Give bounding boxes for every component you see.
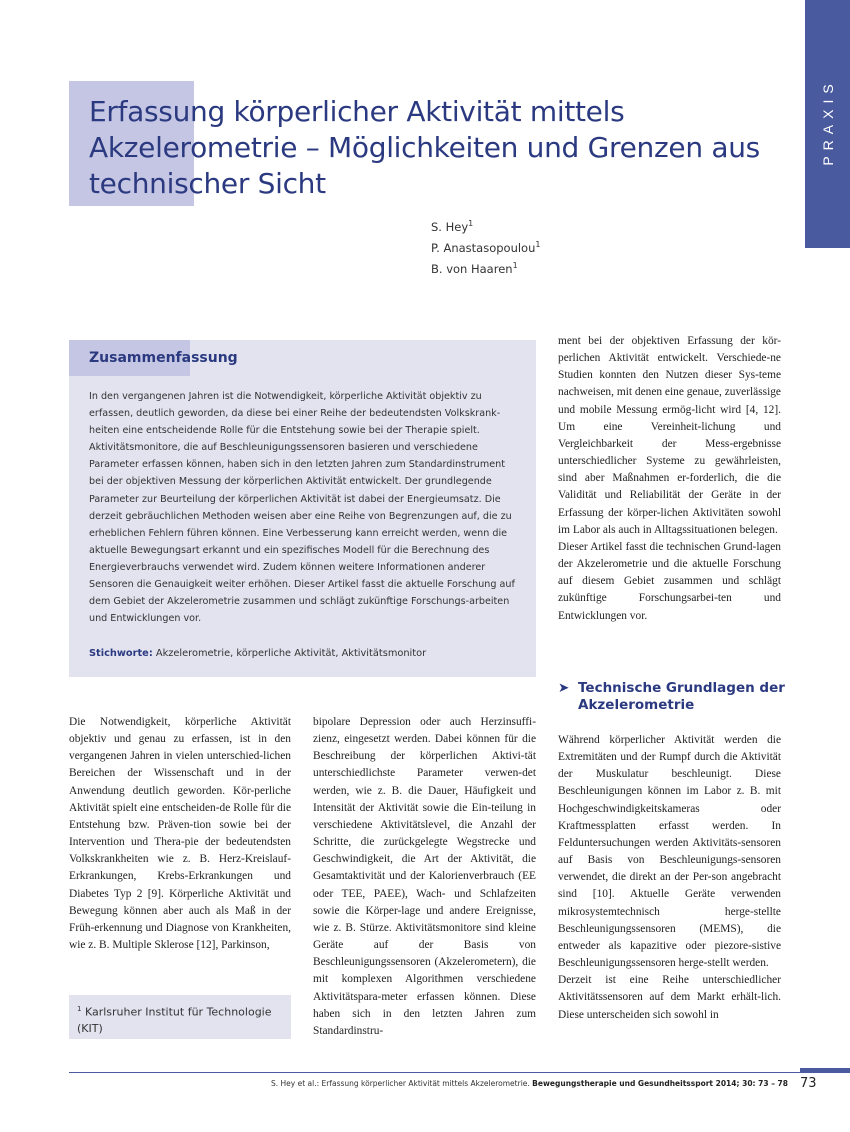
author-3: B. von Haaren$^1$ <box>431 260 518 276</box>
body-paragraph: bipolare Depression oder auch Herzinsuffi-zienz, eingesetzt werden. Dabei können für die Beschreibung der körperlichen Aktivi-tät unterschiedlichste Parameter verwen-det werden, wie z. B. die Dauer, Häufigkeit und Intensität der Aktivität sowie die Ein-teilung in verschiedene Aktivitätslevel, die Anzahl der Schritte, die zurückgelegte Wegstrecke und Geschwindigkeit, die Art der Aktivität, die Gesamtaktivität und der Kalorienverbrauch (EE oder TEE, PAEE), Wach- und Schlafzeiten sowie die Körper-lage und andere Ereignisse, wie z. B. Stürze. Aktivitätsmonitore sind kleine Geräte auf der Basis von Beschleunigungssensoren (Akzelerometern), die mit komplexen Algorithmen verschiedene Aktivitätspara-meter erfassen können. Diese haben sich in den letzten Jahren zum Standardinstru- <box>313 716 536 1037</box>
section-heading-text: Technische Grundlagen der Akzelerometrie <box>578 680 785 713</box>
body-column-left <box>69 714 291 954</box>
body-column-right-bottom <box>558 732 781 1024</box>
body-paragraph: Die Notwendigkeit, körperliche Aktivität objektiv und genau zu erfassen, ist in den vergangenen Jahren in vielen unterschied-lichen Bereichen der Wissenschaft und in der Anwendung deutlich geworden. Kör-perliche Aktivität spielt eine entscheiden-de Rolle für die Entstehung bzw. Präven-tion sowie bei der Intervention und Thera-pie der bedeutendsten Volkskrankheiten wie z. B. Herz-Kreislauf-Erkrankungen, Krebs-Erkrankungen und Diabetes Typ 2 [9]. Körperliche Aktivität und Bewegung können aber auch als Maß in der Früh-erkennung und Diagnose von Krankheiten, wie z. B. Multiple Sklerose [12], Parkinson, <box>69 716 291 952</box>
abstract-text: In den vergangenen Jahren ist die Notwendigkeit, körperliche Aktivität objektiv zu erfassen, deutlich geworden, da diese bei einer Reihe der bedeutendsten Volkskrank-heiten eine entscheidende Rolle für die Entstehung sowie bei der Therapie spielt. Aktivitätsmonitore, die auf Beschleunigungssensoren basieren und verschiedene Parameter erfassen können, haben sich in den letzten Jahren zum Standardinstrument bei der objektiven Messung der körperlichen Aktivität entwickelt. Der grundlegende Parameter zur Beurteilung der körperlichen Aktivität ist dabei der Energieumsatz. Die derzeit gebräuchlichen Methoden weisen aber eine Reihe von Begrenzungen auf, die zu erheblichen Fehlern führen können. Eine Verbesserung kann erreicht werden, wenn die aktuelle Bewegungsart erkannt und ein spezifisches Modell für die Berechnung des Energieverbrauchs verwendet wird. Zudem können weitere Informationen anderer Sensoren die Genauigkeit weiter erhöhen. Dieser Artikel fasst die aktuelle Forschung auf dem Gebiet der Akzelerometrie zusammen und schlägt zukünftige Forschungs-arbeiten und Entwicklungen vor. <box>89 391 515 625</box>
body-column-right-top <box>558 333 781 625</box>
article-title: Erfassung körperlicher Aktivität mittels Akzelerometrie – Möglichkeiten und Grenzen aus technischer Sicht <box>89 95 760 200</box>
section-tab-praxis <box>805 0 850 248</box>
section-heading <box>558 680 798 714</box>
author-2: P. Anastasopoulou$^1$ <box>431 239 541 255</box>
keywords-text: Akzelerometrie, körperliche Aktivität, Aktivitätsmonitor <box>155 648 427 659</box>
body-paragraph: ment bei der objektiven Erfassung der kör-perlichen Aktivität entwickelt. Verschiede-ne Studien konnten den Nutzen dieser Sys-teme nachweisen, mit denen eine genaue, zuverlässige und mobile Messung ermög-licht wird [4, 12]. Um eine Vereinheit-lichung und Vergleichbarkeit der Mess-ergebnisse unterschiedlicher Systeme zu gewährleisten, sind aber Maßnahmen er-forderlich, die die Validität und Reliabilität der Geräte in der Erfassung der körper-lichen Aktivitäten sowohl im Labor als auch in Alltagssituationen belegen. <box>558 335 781 536</box>
affiliation-text: $^1$ Karlsruher Institut für Technologie (KIT) <box>77 1005 272 1035</box>
body-paragraph: Dieser Artikel fasst die technischen Grund-lagen der Akzelerometrie und die aktuelle Forschung auf diesem Gebiet zusammen und schlägt zukünftige Forschungsarbei-ten und Entwicklungen vor. <box>558 540 781 622</box>
page-number: 73 <box>800 1076 817 1091</box>
body-column-middle <box>313 714 536 1040</box>
footer-citation: S. Hey et al.: Erfassung körperlicher Aktivität mittels Akzelerometrie. Bewegungstherapie und Gesundheitssport 2014; 30: 73 – 78 <box>271 1079 788 1088</box>
body-paragraph: Während körperlicher Aktivität werden die Extremitäten und der Rumpf durch die Aktivität der Muskulatur beschleunigt. Diese Beschleunigungen können im Labor z. B. mit Hochgeschwindigkeitskameras oder Kraftmessplatten erfasst werden. In Felduntersuchungen werden Aktivitäts-sensoren auf Basis von Beschleunigungs-sensoren verwendet, die direkt an der Per-son angebracht sind [10]. Aktuelle Geräte verwenden mikrosystemtechnisch herge-stellte Beschleunigungssensoren (MEMS), die entweder als kapazitive oder piezore-sistive Beschleunigungssensoren herge-stellt werden. <box>558 734 781 970</box>
keywords-label: Stichworte: <box>89 648 153 659</box>
footer-rule <box>69 1072 850 1073</box>
author-1: S. Hey$^1$ <box>431 219 474 234</box>
keywords <box>89 648 426 659</box>
author-list <box>431 215 540 277</box>
abstract-heading: Zusammenfassung <box>89 350 238 366</box>
body-paragraph: Derzeit ist eine Reihe unterschiedlicher Aktivitätssensoren auf dem Markt erhält-lich. Diese unterscheiden sich sowohl in <box>558 974 781 1021</box>
footer-accent <box>800 1068 850 1073</box>
arrow-right-icon: ➤ <box>558 680 570 696</box>
section-tab-label: PRAXIS <box>819 78 836 166</box>
